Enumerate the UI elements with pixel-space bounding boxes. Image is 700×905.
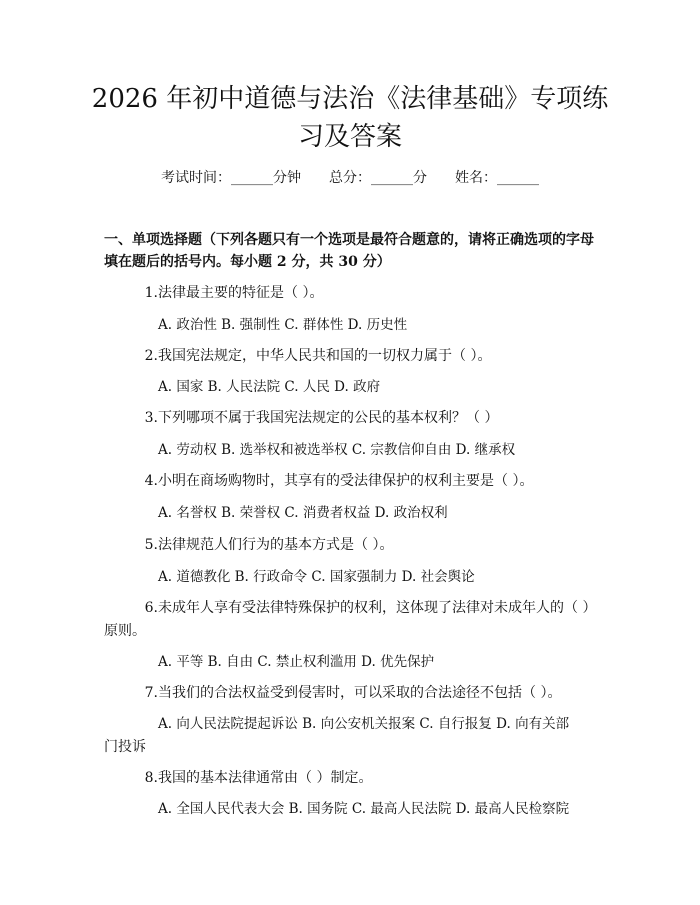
question-text: 法律最主要的特征是（ ）。 <box>158 285 324 301</box>
question-6-options: A. 平等 B. 自由 C. 禁止权利滥用 D. 优先保护 <box>158 654 435 670</box>
question-text: 小明在商场购物时，其享有的受法律保护的权利主要是（ ）。 <box>158 473 534 489</box>
exam-meta <box>0 168 700 188</box>
student-name-label: 姓名：______ <box>455 170 539 186</box>
question-text: 当我们的合法权益受到侵害时，可以采取的合法途径不包括（ ）。 <box>158 685 562 701</box>
exam-time-label: 考试时间：______分钟 <box>161 170 301 186</box>
title-line-1: 2026 年初中道德与法治《法律基础》专项练 <box>91 84 609 114</box>
question-1-options: A. 政治性 B. 强制性 C. 群体性 D. 历史性 <box>158 317 408 333</box>
question-number: 2. <box>144 348 158 364</box>
question-number: 8. <box>144 770 158 786</box>
question-6-text-continued: 原则。 <box>104 623 146 639</box>
question-8-options: A. 全国人民代表大会 B. 国务院 C. 最高人民法院 D. 最高人民检察院 <box>158 801 570 817</box>
question-number: 5. <box>144 537 158 553</box>
question-text: 法律规范人们行为的基本方式是（ ）。 <box>158 537 394 553</box>
question-number: 4. <box>144 473 158 489</box>
question-5-options: A. 道德教化 B. 行政命令 C. 国家强制力 D. 社会舆论 <box>158 569 475 585</box>
question-4-options: A. 名誉权 B. 荣誉权 C. 消费者权益 D. 政治权利 <box>158 505 448 521</box>
question-text: 我国的基本法律通常由（ ）制定。 <box>158 770 373 786</box>
question-7-options-continued: 门投诉 <box>104 739 146 755</box>
question-text: 未成年人享有受法律特殊保护的权利，这体现了法律对未成年人的（ ） <box>158 600 597 616</box>
question-number: 3. <box>144 410 158 426</box>
question-2-options: A. 国家 B. 人民法院 C. 人民 D. 政府 <box>158 379 381 395</box>
question-number: 1. <box>144 285 158 301</box>
question-3-options: A. 劳动权 B. 选举权和被选举权 C. 宗教信仰自由 D. 继承权 <box>158 442 516 458</box>
title-line-2: 习及答案 <box>297 122 402 152</box>
document-title <box>60 80 640 156</box>
question-text: 我国宪法规定，中华人民共和国的一切权力属于（ ）。 <box>158 348 492 364</box>
section-heading: 一、单项选择题（下列各题只有一个选项是最符合题意的，请将正确选项的字母 填在题后的括号内。每小题 2 分，共 30 分） <box>104 232 594 270</box>
question-text: 下列哪项不属于我国宪法规定的公民的基本权利？（ ） <box>158 410 499 426</box>
question-number: 7. <box>144 685 158 701</box>
total-score-label: 总分：______分 <box>329 170 427 186</box>
question-7-options: A. 向人民法院提起诉讼 B. 向公安机关报案 C. 自行报复 D. 向有关部 <box>158 716 570 732</box>
question-number: 6. <box>144 600 158 616</box>
